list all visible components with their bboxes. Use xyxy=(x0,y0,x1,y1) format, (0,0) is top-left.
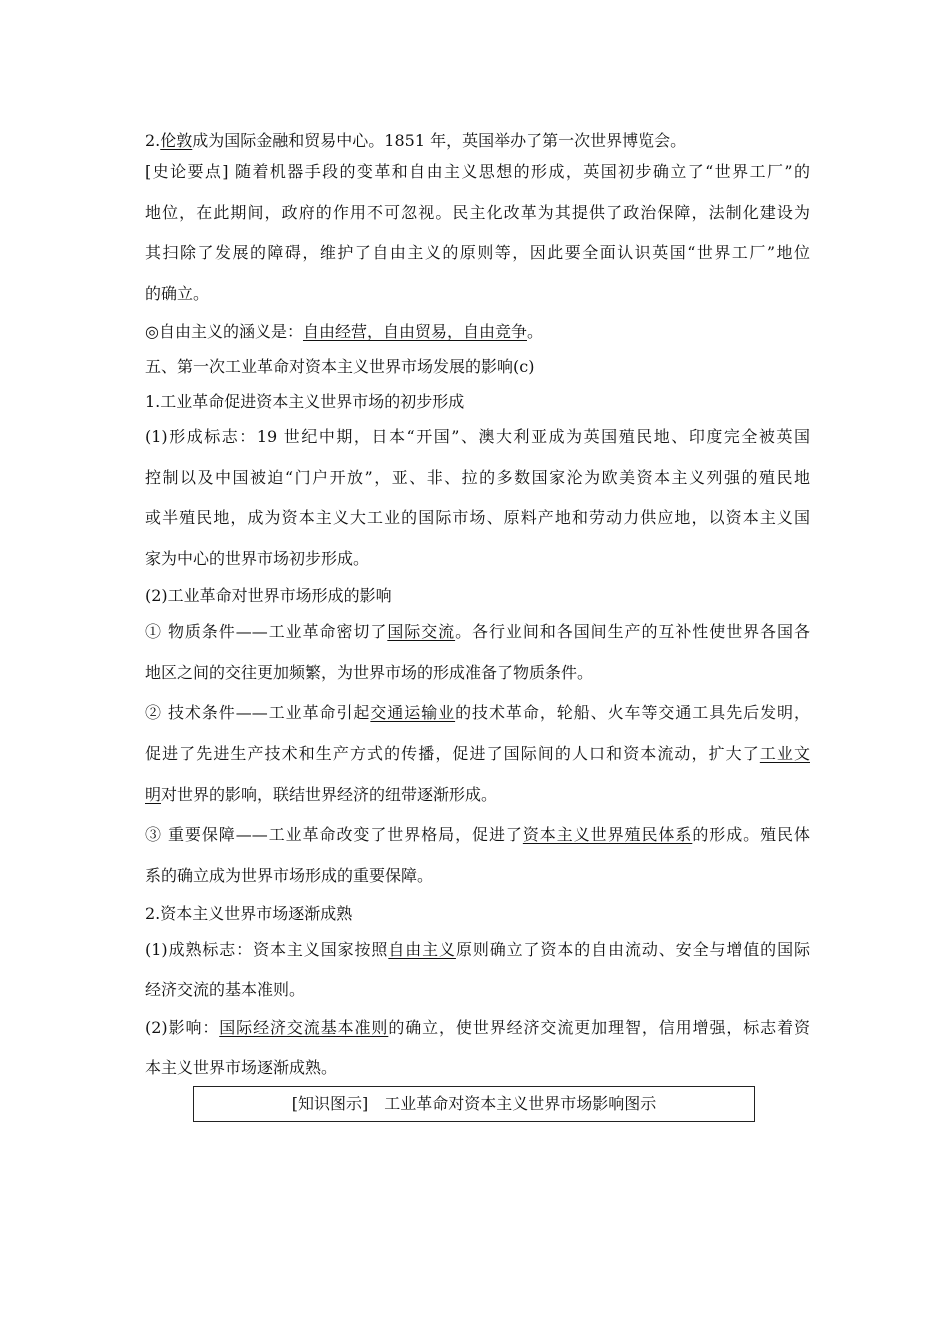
paragraph-impact: (2)影响：国际经济交流基本准则的确立，使世界经济交流更加理智，信用增强，标志着资 xyxy=(145,1018,810,1037)
paragraph-line: 地区之间的交往更加频繁，为世界市场的形成准备了物质条件。 xyxy=(145,663,594,682)
paragraph-line: 或半殖民地，成为资本主义大工业的国际市场、原料产地和劳动力供应地，以资本主义国 xyxy=(145,508,810,527)
subsection-title: 1.工业革命促进资本主义世界市场的初步形成 xyxy=(145,392,465,411)
shilun-line: [史论要点] 随着机器手段的变革和自由主义思想的形成，英国初步确立了“世界工厂”的 xyxy=(145,162,810,181)
underlined-answer: 自由经营，自由贸易，自由竞争 xyxy=(302,322,527,341)
underlined-answer: 国际经济交流基本准则 xyxy=(219,1018,389,1037)
paragraph-line: 经济交流的基本准则。 xyxy=(145,980,306,999)
list-item-material: ① 物质条件——工业革命密切了国际交流。各行业间和各国间生产的互补性使世界各国各 xyxy=(145,622,810,641)
paragraph-maturity: (1)成熟标志：资本主义国家按照自由主义原则确立了资本的自由流动、安全与增值的国际 xyxy=(145,940,810,959)
shilun-line: 的确立。 xyxy=(145,284,210,303)
paragraph-line: 促进了先进生产技术和生产方式的传播，促进了国际间的人口和资本流动，扩大了工业文 xyxy=(145,744,810,763)
underlined-answer: 资本主义世界殖民体系 xyxy=(522,825,693,844)
paragraph-line: (1)形成标志：19 世纪中期，日本“开国”、澳大利亚成为英国殖民地、印度完全被英国 xyxy=(145,427,810,446)
underlined-answer: 明 xyxy=(145,785,162,804)
list-item-guarantee: ③ 重要保障——工业革命改变了世界格局，促进了资本主义世界殖民体系的形成。殖民体 xyxy=(145,825,810,844)
paragraph-line: 明对世界的影响，联结世界经济的纽带逐渐形成。 xyxy=(145,785,498,804)
underlined-answer: 国际交流 xyxy=(387,622,456,641)
liberalism-definition: ◎自由主义的涵义是：自由经营，自由贸易，自由竞争。 xyxy=(145,322,543,341)
paragraph-line: 家为中心的世界市场初步形成。 xyxy=(145,549,370,568)
knowledge-diagram-box: [知识图示] 工业革命对资本主义世界市场影响图示 xyxy=(193,1086,755,1122)
paragraph-line: 控制以及中国被迫“门户开放”，亚、非、拉的多数国家沦为欧美资本主义列强的殖民地 xyxy=(145,468,810,487)
underlined-answer: 交通运输业 xyxy=(370,703,456,722)
paragraph-london: 2.伦敦成为国际金融和贸易中心。1851 年，英国举办了第一次世界博览会。 xyxy=(145,131,687,150)
underlined-answer: 伦敦 xyxy=(160,131,193,150)
subsection-title: 2.资本主义世界市场逐渐成熟 xyxy=(145,904,353,923)
paragraph-line: 本主义世界市场逐渐成熟。 xyxy=(145,1058,338,1077)
list-item-technology: ② 技术条件——工业革命引起交通运输业的技术革命，轮船、火车等交通工具先后发明， xyxy=(145,703,810,722)
subsection-subtitle: (2)工业革命对世界市场形成的影响 xyxy=(145,586,392,605)
paragraph-line: 系的确立成为世界市场形成的重要保障。 xyxy=(145,866,434,885)
shilun-line: 其扫除了发展的障碍，维护了自由主义的原则等，因此要全面认识英国“世界工厂”地位 xyxy=(145,243,810,262)
section-heading: 五、第一次工业革命对资本主义世界市场发展的影响(c) xyxy=(145,357,535,376)
underlined-answer: 工业文 xyxy=(759,744,810,763)
underlined-answer: 自由主义 xyxy=(388,940,456,959)
shilun-line: 地位，在此期间，政府的作用不可忽视。民主化改革为其提供了政治保障，法制化建设为 xyxy=(145,203,810,222)
